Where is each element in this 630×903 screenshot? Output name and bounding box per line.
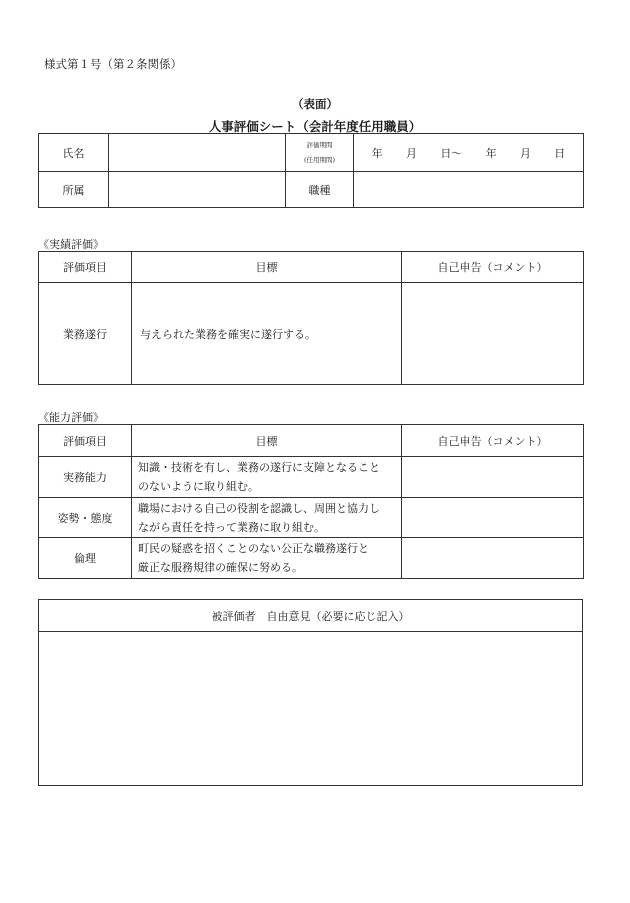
side-label: （表面） <box>292 97 338 111</box>
job-field[interactable] <box>354 172 584 208</box>
performance-section-title: 《実績評価》 <box>38 238 104 251</box>
page-title: 人事評価シート（会計年度任用職員） <box>208 119 422 134</box>
col-self-header: 自己申告（コメント） <box>402 425 584 457</box>
name-field[interactable] <box>109 134 286 172</box>
row-goal: 知識・技術を有し、業務の遂行に支障となること のないように取り組む。 <box>132 457 402 498</box>
table-row <box>39 283 584 385</box>
row-self-comment[interactable] <box>402 498 584 538</box>
col-self-header: 自己申告（コメント） <box>402 252 584 283</box>
job-label: 職種 <box>286 172 354 208</box>
performance-table <box>38 251 584 385</box>
row-item: 実務能力 <box>39 457 132 498</box>
row-goal: 町民の疑惑を招くことのない公正な職務遂行と 厳正な服務規律の確保に努める。 <box>132 538 402 579</box>
ability-table <box>38 424 584 579</box>
table-row <box>39 498 584 538</box>
table-row <box>39 538 584 579</box>
ability-section-title: 《能力評価》 <box>38 411 104 424</box>
period-label: 評価期間 (任用期間) <box>286 134 354 172</box>
opinion-title: 被評価者 自由意見（必要に応じ記入） <box>39 600 583 632</box>
col-goal-header: 目標 <box>132 252 402 283</box>
row-self-comment[interactable] <box>402 283 584 385</box>
row-item: 倫理 <box>39 538 132 579</box>
row-self-comment[interactable] <box>402 457 584 498</box>
period-field[interactable]: 年 月 日〜 年 月 日 <box>354 134 584 172</box>
row-item: 姿勢・態度 <box>39 498 132 538</box>
row-item: 業務遂行 <box>39 283 132 385</box>
dept-label: 所属 <box>39 172 109 208</box>
opinion-table <box>38 599 583 786</box>
header-table <box>38 133 584 208</box>
col-goal-header: 目標 <box>132 425 402 457</box>
row-self-comment[interactable] <box>402 538 584 579</box>
form-number: 様式第１号（第２条関係） <box>44 57 182 71</box>
dept-field[interactable] <box>109 172 286 208</box>
row-goal: 与えられた業務を確実に遂行する。 <box>132 283 402 385</box>
opinion-field[interactable] <box>39 632 583 786</box>
col-item-header: 評価項目 <box>39 252 132 283</box>
row-goal: 職場における自己の役割を認識し、周囲と協力し ながら責任を持って業務に取り組む。 <box>132 498 402 538</box>
col-item-header: 評価項目 <box>39 425 132 457</box>
name-label: 氏名 <box>39 134 109 172</box>
table-row <box>39 457 584 498</box>
